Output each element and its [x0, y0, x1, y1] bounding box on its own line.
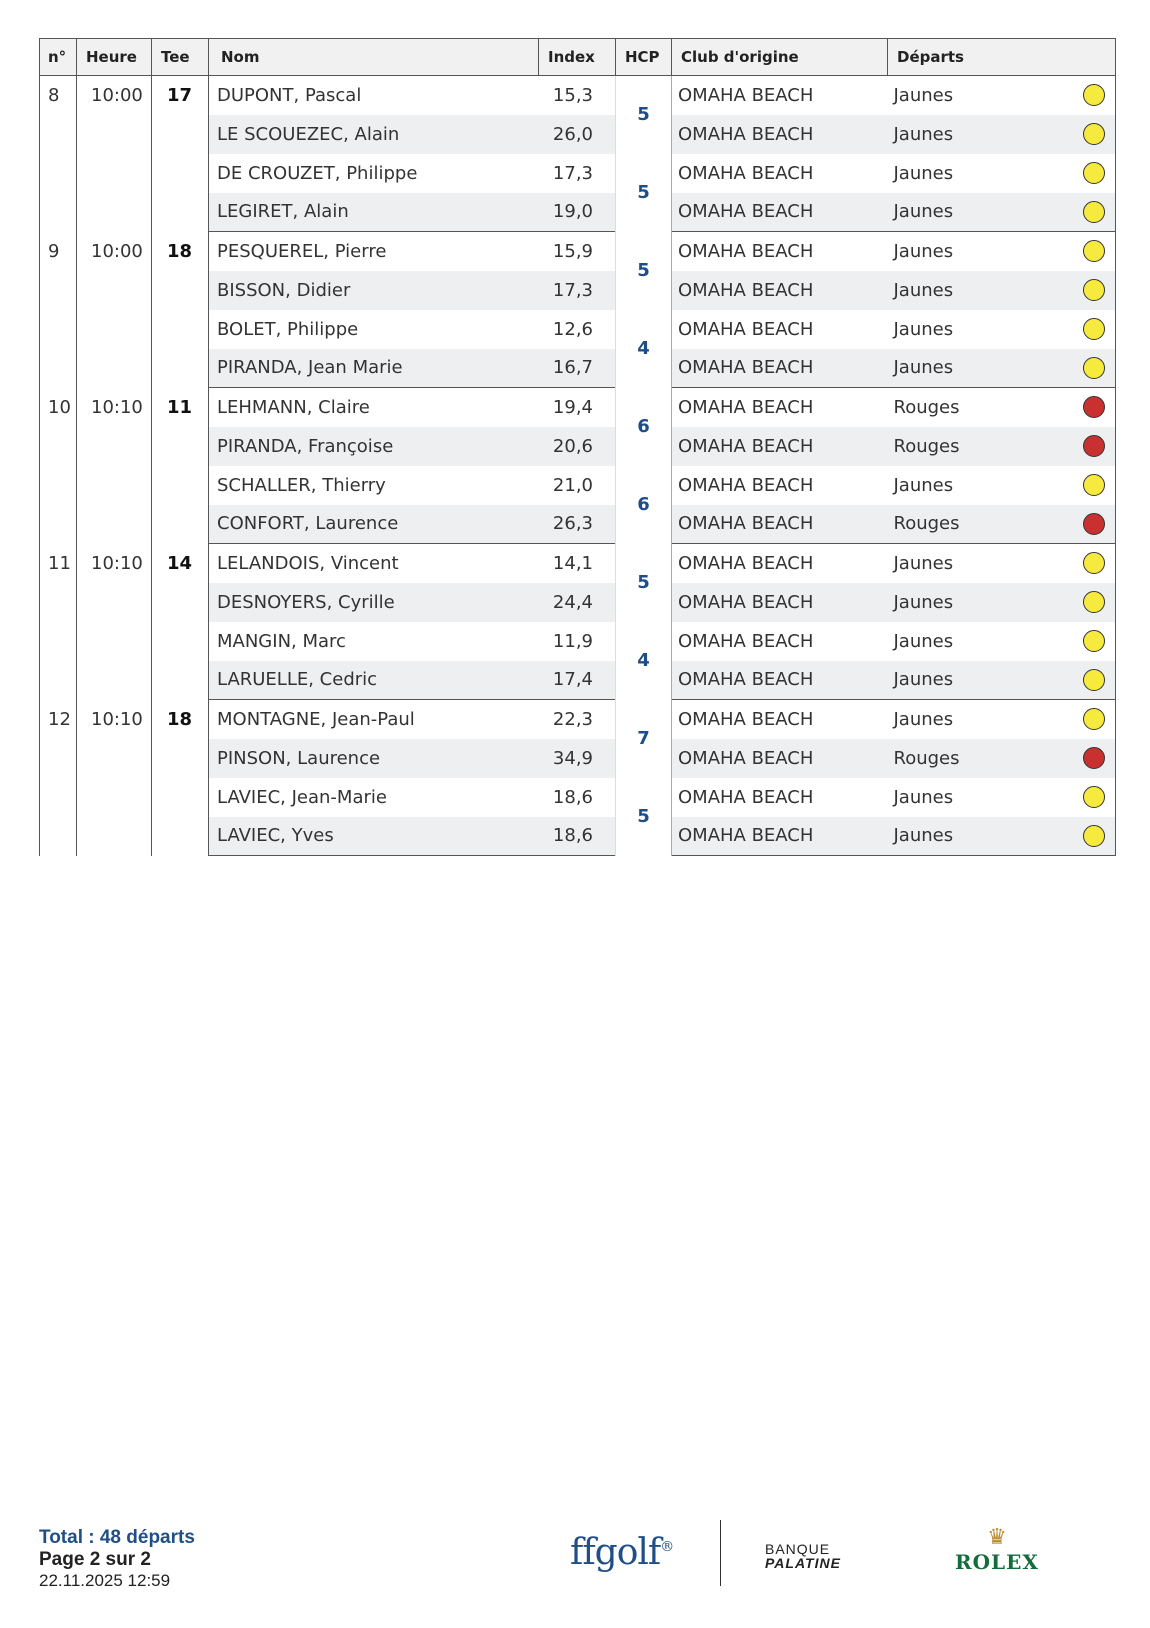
pair-hcp: 5 — [616, 76, 672, 154]
player-club: OMAHA BEACH — [678, 552, 814, 574]
table-row — [40, 232, 1116, 271]
tee-color-circle-icon — [1083, 240, 1105, 262]
player-name: DE CROUZET, Philippe — [209, 154, 539, 193]
player-club: OMAHA BEACH — [672, 193, 888, 232]
depart-color-cell — [1074, 661, 1116, 700]
player-name: DUPONT, Pascal — [209, 76, 539, 115]
depart-color-cell — [1074, 739, 1116, 778]
player-name: LELANDOIS, Vincent — [209, 544, 539, 583]
pair-hcp: 4 — [616, 310, 672, 388]
start-list-table — [39, 38, 1116, 856]
player-index: 18,6 — [552, 786, 593, 808]
rolex-logo-text: ROLEX — [955, 1550, 1039, 1574]
depart-color-cell — [1074, 76, 1116, 115]
group-number: 9 — [40, 232, 77, 388]
player-name: CONFORT, Laurence — [209, 505, 539, 544]
player-depart: Jaunes — [888, 583, 1074, 622]
player-index: 17,3 — [552, 162, 593, 184]
col-header-nom: Nom — [209, 39, 539, 76]
depart-color-cell — [1074, 583, 1116, 622]
table-row — [40, 544, 1116, 583]
player-depart: Rouges — [888, 427, 1074, 466]
player-index: 11,9 — [552, 630, 593, 652]
group-number: 10 — [40, 388, 77, 544]
tee-color-circle-icon — [1083, 162, 1105, 184]
player-club: OMAHA BEACH — [672, 661, 888, 700]
player-name: MONTAGNE, Jean-Paul — [209, 700, 539, 739]
pair-hcp: 6 — [616, 466, 672, 544]
player-club: OMAHA BEACH — [678, 162, 814, 184]
pair-hcp: 5 — [616, 154, 672, 232]
tee-color-circle-icon — [1083, 513, 1105, 535]
player-name: MANGIN, Marc — [209, 622, 539, 661]
player-depart: Jaunes — [888, 661, 1074, 700]
group-time: 10:00 — [77, 232, 152, 388]
player-name: LEGIRET, Alain — [209, 193, 539, 232]
pair-hcp: 7 — [616, 700, 672, 778]
depart-color-cell — [1074, 115, 1116, 154]
group-number: 8 — [40, 76, 77, 232]
player-club: OMAHA BEACH — [678, 84, 814, 106]
player-club: OMAHA BEACH — [672, 115, 888, 154]
banque-palatine-logo — [765, 1542, 841, 1570]
tee-color-circle-icon — [1083, 318, 1105, 340]
player-name: PIRANDA, Jean Marie — [209, 349, 539, 388]
player-depart: Jaunes — [893, 552, 954, 574]
crown-icon: ♛ — [987, 1525, 1007, 1550]
player-club: OMAHA BEACH — [678, 240, 814, 262]
player-name: PINSON, Laurence — [209, 739, 539, 778]
player-index: 17,4 — [539, 661, 616, 700]
rolex-logo — [955, 1526, 1039, 1574]
player-index: 22,3 — [552, 708, 593, 730]
player-club: OMAHA BEACH — [678, 474, 814, 496]
group-time: 10:10 — [77, 700, 152, 856]
total-departs: Total : 48 départs — [39, 1527, 195, 1548]
player-club: OMAHA BEACH — [678, 630, 814, 652]
player-index: 18,6 — [539, 817, 616, 856]
tee-color-circle-icon — [1083, 708, 1105, 730]
depart-color-cell — [1074, 778, 1116, 817]
start-list-table-wrap — [39, 38, 1115, 856]
depart-color-cell — [1074, 193, 1116, 232]
footer-summary — [39, 1527, 195, 1591]
player-depart: Jaunes — [893, 630, 954, 652]
player-club: OMAHA BEACH — [672, 427, 888, 466]
pair-hcp: 5 — [616, 544, 672, 622]
player-club: OMAHA BEACH — [678, 318, 814, 340]
player-index: 34,9 — [539, 739, 616, 778]
col-header-index: Index — [539, 39, 616, 76]
group-time: 10:00 — [77, 76, 152, 232]
table-header-row — [40, 39, 1116, 76]
bank-logo-line1: BANQUE — [765, 1541, 831, 1557]
player-club: OMAHA BEACH — [672, 583, 888, 622]
player-index: 15,9 — [552, 240, 593, 262]
player-club: OMAHA BEACH — [678, 396, 814, 418]
table-body — [40, 76, 1116, 856]
pair-hcp: 4 — [616, 622, 672, 700]
player-club: OMAHA BEACH — [672, 739, 888, 778]
table-row — [40, 700, 1116, 739]
depart-color-cell — [1074, 466, 1116, 505]
ffgolf-logo-text: ffgolf — [570, 1532, 661, 1573]
group-tee: 14 — [152, 544, 209, 700]
pair-hcp: 5 — [616, 232, 672, 310]
player-index: 26,3 — [539, 505, 616, 544]
player-depart: Jaunes — [888, 193, 1074, 232]
player-name: LEHMANN, Claire — [209, 388, 539, 427]
player-name: PESQUEREL, Pierre — [209, 232, 539, 271]
depart-color-cell — [1074, 271, 1116, 310]
pair-hcp: 6 — [616, 388, 672, 466]
tee-color-circle-icon — [1083, 201, 1105, 223]
group-time: 10:10 — [77, 544, 152, 700]
group-tee: 18 — [152, 232, 209, 388]
tee-color-circle-icon — [1083, 591, 1105, 613]
depart-color-cell — [1074, 427, 1116, 466]
player-club: OMAHA BEACH — [672, 349, 888, 388]
player-depart: Jaunes — [893, 474, 954, 496]
player-name: LARUELLE, Cedric — [209, 661, 539, 700]
page-number: Page 2 sur 2 — [39, 1549, 151, 1570]
tee-color-circle-icon — [1083, 786, 1105, 808]
table-row — [40, 388, 1116, 427]
pair-hcp: 5 — [616, 778, 672, 856]
tee-color-circle-icon — [1083, 747, 1105, 769]
tee-color-circle-icon — [1083, 357, 1105, 379]
col-header-n: n° — [40, 39, 77, 76]
col-header-hcp: HCP — [616, 39, 672, 76]
player-depart: Jaunes — [893, 162, 954, 184]
depart-color-cell — [1074, 349, 1116, 388]
player-club: OMAHA BEACH — [672, 817, 888, 856]
player-index: 24,4 — [539, 583, 616, 622]
depart-color-cell — [1074, 700, 1116, 739]
ffgolf-logo-mark: ® — [660, 1539, 674, 1555]
depart-color-cell — [1074, 505, 1116, 544]
player-depart: Jaunes — [888, 115, 1074, 154]
sponsor-logos — [560, 1520, 1080, 1595]
player-name: PIRANDA, Françoise — [209, 427, 539, 466]
depart-color-cell — [1074, 544, 1116, 583]
col-header-departs: Départs — [888, 39, 1116, 76]
player-depart: Jaunes — [893, 318, 954, 340]
col-header-tee: Tee — [152, 39, 209, 76]
player-index: 19,4 — [552, 396, 593, 418]
player-club: OMAHA BEACH — [672, 505, 888, 544]
depart-color-cell — [1074, 622, 1116, 661]
ffgolf-logo — [570, 1532, 673, 1573]
logo-divider — [720, 1520, 721, 1586]
player-name: LAVIEC, Yves — [209, 817, 539, 856]
print-datetime: 22.11.2025 12:59 — [39, 1571, 171, 1590]
player-name: DESNOYERS, Cyrille — [209, 583, 539, 622]
player-name: BOLET, Philippe — [209, 310, 539, 349]
tee-color-circle-icon — [1083, 669, 1105, 691]
player-index: 14,1 — [552, 552, 593, 574]
tee-color-circle-icon — [1083, 123, 1105, 145]
player-index: 16,7 — [539, 349, 616, 388]
player-index: 17,3 — [539, 271, 616, 310]
group-number: 11 — [40, 544, 77, 700]
table-row — [40, 76, 1116, 115]
group-number: 12 — [40, 700, 77, 856]
player-index: 12,6 — [552, 318, 593, 340]
depart-color-cell — [1074, 310, 1116, 349]
player-depart: Rouges — [888, 505, 1074, 544]
tee-color-circle-icon — [1083, 630, 1105, 652]
depart-color-cell — [1074, 154, 1116, 193]
player-club: OMAHA BEACH — [678, 786, 814, 808]
tee-color-circle-icon — [1083, 279, 1105, 301]
depart-color-cell — [1074, 388, 1116, 427]
player-depart: Jaunes — [893, 708, 954, 730]
player-depart: Jaunes — [893, 240, 954, 262]
player-club: OMAHA BEACH — [678, 708, 814, 730]
player-depart: Rouges — [888, 739, 1074, 778]
col-header-heure: Heure — [77, 39, 152, 76]
player-name: BISSON, Didier — [209, 271, 539, 310]
player-index: 26,0 — [539, 115, 616, 154]
player-index: 19,0 — [539, 193, 616, 232]
player-name: LAVIEC, Jean-Marie — [209, 778, 539, 817]
player-depart: Jaunes — [888, 349, 1074, 388]
player-depart: Rouges — [893, 396, 960, 418]
player-depart: Jaunes — [888, 817, 1074, 856]
player-index: 21,0 — [552, 474, 593, 496]
bank-logo-line2: PALATINE — [765, 1555, 841, 1571]
tee-color-circle-icon — [1083, 552, 1105, 574]
tee-color-circle-icon — [1083, 396, 1105, 418]
player-index: 20,6 — [539, 427, 616, 466]
player-name: SCHALLER, Thierry — [209, 466, 539, 505]
tee-color-circle-icon — [1083, 474, 1105, 496]
col-header-club: Club d'origine — [672, 39, 888, 76]
depart-color-cell — [1074, 232, 1116, 271]
tee-color-circle-icon — [1083, 84, 1105, 106]
player-name: LE SCOUEZEC, Alain — [209, 115, 539, 154]
player-index: 15,3 — [552, 84, 593, 106]
tee-color-circle-icon — [1083, 435, 1105, 457]
group-tee: 18 — [152, 700, 209, 856]
depart-color-cell — [1074, 817, 1116, 856]
player-depart: Jaunes — [893, 786, 954, 808]
player-depart: Jaunes — [893, 84, 954, 106]
group-time: 10:10 — [77, 388, 152, 544]
tee-color-circle-icon — [1083, 825, 1105, 847]
group-tee: 11 — [152, 388, 209, 544]
player-club: OMAHA BEACH — [672, 271, 888, 310]
group-tee: 17 — [152, 76, 209, 232]
player-depart: Jaunes — [888, 271, 1074, 310]
